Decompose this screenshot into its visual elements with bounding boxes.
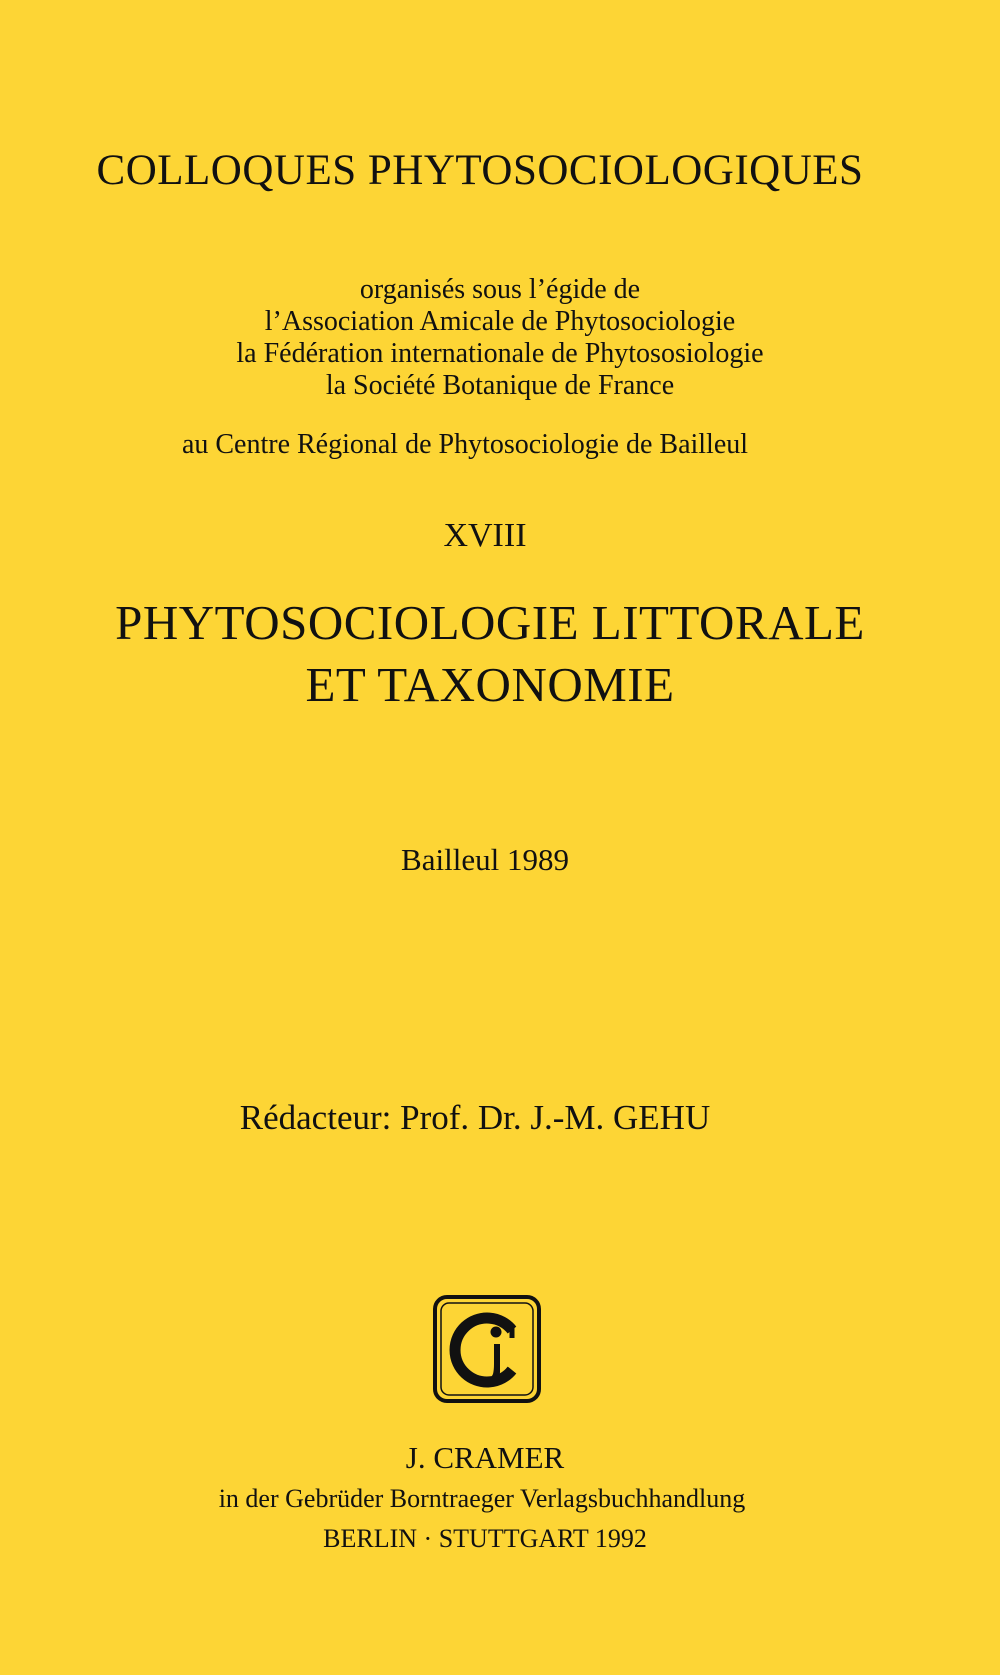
- organizers-line-3: la Fédération internationale de Phytososiologie: [236, 338, 764, 369]
- book-title-line-2: ET TAXONOMIE: [305, 657, 675, 712]
- place-year: Bailleul 1989: [401, 842, 569, 877]
- organizers-line-1: organisés sous l’égide de: [359, 274, 641, 305]
- series-title: COLLOQUES PHYTOSOCIOLOGIQUES: [96, 147, 864, 194]
- publisher-name: J. CRAMER: [405, 1440, 565, 1475]
- publication-city-year: BERLIN · STUTTGART 1992: [323, 1524, 647, 1553]
- cramer-publisher-logo-icon: [432, 1294, 542, 1404]
- centre-line: au Centre Régional de Phytosociologie de Bailleul: [181, 429, 749, 460]
- volume-number: XVIII: [443, 517, 527, 554]
- book-title-line-1: PHYTOSOCIOLOGIE LITTORALE: [115, 595, 865, 650]
- organizers-line-4: la Société Botanique de France: [325, 370, 675, 401]
- organizers-line-2: l’Association Amicale de Phytosociologie: [264, 306, 736, 337]
- editor-line: Rédacteur: Prof. Dr. J.-M. GEHU: [239, 1098, 711, 1137]
- publisher-imprint: in der Gebrüder Borntraeger Verlagsbuchhandlung: [218, 1484, 746, 1513]
